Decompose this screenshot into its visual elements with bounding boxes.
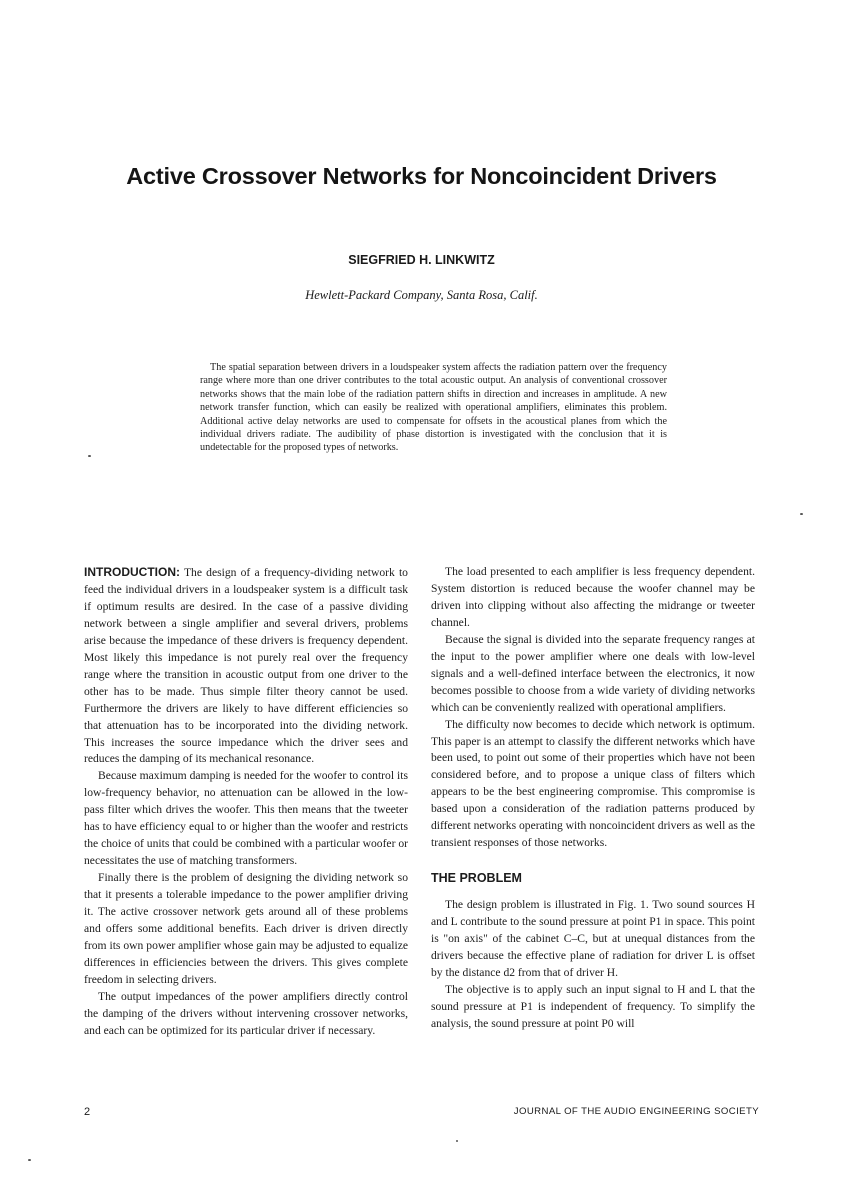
scan-speck (88, 455, 91, 457)
intro-paragraph-4: The output impedances of the power amplifiers directly control the damping of the drivers without intervening crossover networks, and each can be optimized for its particular driver if necessary. (84, 989, 408, 1037)
paper-title: Active Crossover Networks for Noncoincident Drivers (126, 163, 717, 189)
introduction-heading: INTRODUCTION: (84, 565, 180, 579)
page-number: 2 (84, 1106, 91, 1118)
scan-speck (456, 1140, 458, 1142)
problem-heading: THE PROBLEM (431, 871, 522, 886)
journal-running-footer: JOURNAL OF THE AUDIO ENGINEERING SOCIETY (513, 1106, 759, 1117)
scan-speck (800, 513, 803, 515)
intro-paragraph-6: Because the signal is divided into the separate frequency ranges at the input to the power amplifier where one deals with low-level signals and a well-defined interface between the electronics, it now becomes possible to choose from a wide variety of dividing networks which can be conveniently realized with operational amplifiers. (431, 632, 755, 714)
intro-paragraph-1 (84, 564, 408, 768)
intro-paragraph-1-text: The design of a frequency-dividing network to feed the individual drivers in a loudspeaker system is a difficult task if optimum results are desired. In the case of a passive dividing network between a single amplifier and several drivers, problems arise because the impedance of these drivers is frequency dependent. Most likely this impedance is not purely real over the frequency range where the transition in acoustic output from one driver to the other has to be made. Thus simple filter theory cannot be used. Furthermore the drivers are likely to have different efficiencies so that attenuation has to be incorporated into the dividing network. This increases the source impedance which the driver sees and reduces the damping of its mechanical resonance. (84, 566, 408, 766)
abstract: The spatial separation between drivers in a loudspeaker system affects the radiation pattern over the frequency range where more than one driver contributes to the total acoustic output. An analysis of conventional crossover networks shows that the main lobe of the radiation pattern shifts in direction and increases in amplitude. A new network transfer function, which can easily be realized with operational amplifiers, eliminates this problem. Additional active delay networks are used to compensate for offsets in the acoustical planes from which the individual drivers radiate. The audibility of phase distortion is investigated with the conclusion that it is undetectable for the proposed types of networks. (200, 362, 667, 454)
right-column (431, 564, 755, 1033)
intro-paragraph-3: Finally there is the problem of designing the dividing network so that it presents a tolerable impedance to the power amplifier driving it. The active crossover network gets around all of these problems and offers some additional benefits. Each driver is driven directly from its own power amplifier whose gain may be adjusted to equalize differences in efficiencies between the drivers. This gives complete freedom in selecting drivers. (84, 871, 408, 986)
intro-paragraph-2: Because maximum damping is needed for the woofer to control its low-frequency behavior, no attenuation can be allowed in the low-pass filter which drives the woofer. This then means that the tweeter has to have efficiency equal to or higher than the woofer and restricts the choice of units that could be combined with a particular woofer or necessitates the use of matching transformers. (84, 769, 408, 868)
scan-speck (28, 1159, 31, 1161)
intro-paragraph-5: The load presented to each amplifier is less frequency dependent. System distortion is reduced because the woofer channel may be driven into clipping without also affecting the midrange or tweeter channel. (431, 565, 755, 629)
intro-paragraph-7: The difficulty now becomes to decide which network is optimum. This paper is an attempt to classify the different networks which have been used, to point out some of their properties which have not been considered before, and to propose a unique class of filters which appears to be the best engineering compromise. This compromise is based upon a consideration of the radiation patterns produced by different networks operating with noncoincident drivers as well as the transient responses of those networks. (431, 717, 755, 850)
problem-paragraph-1: The design problem is illustrated in Fig. 1. Two sound sources H and L contribute to the sound pressure at point P1 in space. This point is "on axis" of the cabinet C–C, but at unequal distances from the drivers because the effective plane of radiation for driver L is offset by the distance d2 from that of driver H. (431, 898, 755, 979)
author-name: SIEGFRIED H. LINKWITZ (348, 253, 495, 267)
author-affiliation: Hewlett-Packard Company, Santa Rosa, Calif. (305, 288, 538, 302)
left-column (84, 564, 408, 1040)
problem-paragraph-2: The objective is to apply such an input signal to H and L that the sound pressure at P1 is independent of frequency. To simplify the analysis, the sound pressure at point P0 will (431, 982, 755, 1030)
